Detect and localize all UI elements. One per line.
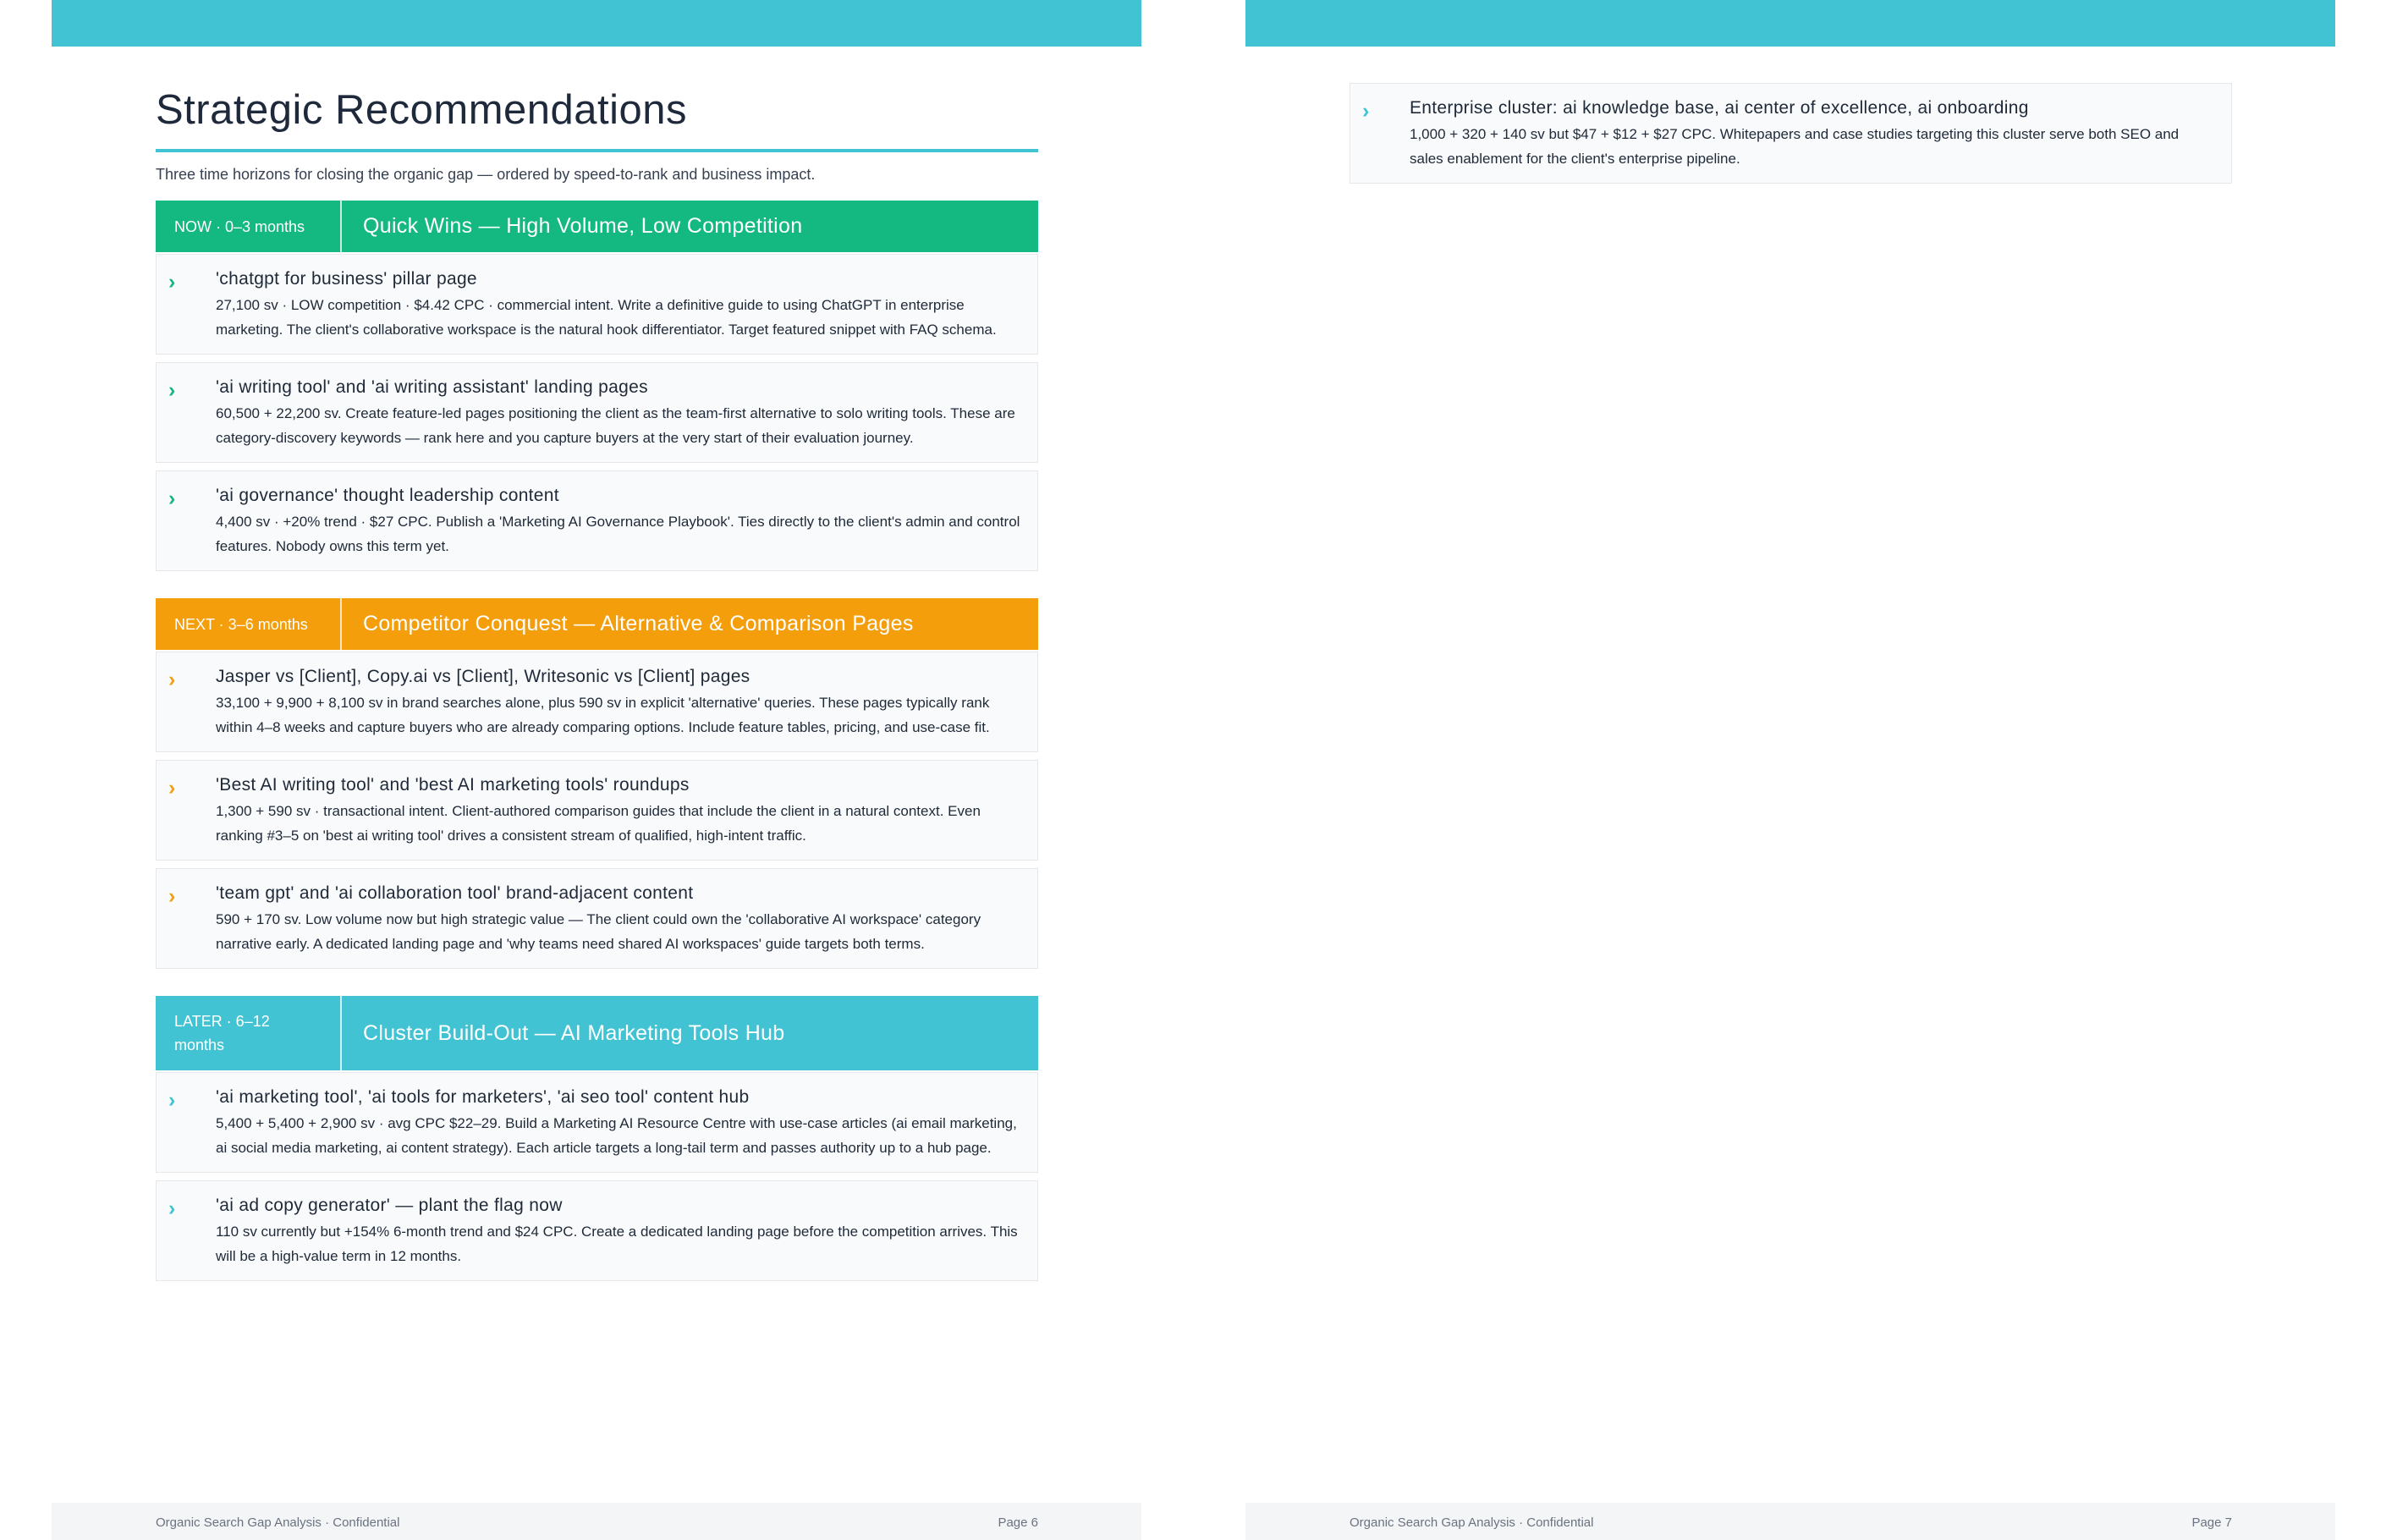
recommendation-card — [1350, 83, 2232, 184]
chevron-right-icon: › — [168, 1196, 176, 1220]
section-heading: Cluster Build-Out — AI Marketing Tools Hub — [363, 1020, 785, 1045]
page-header-band — [52, 0, 1141, 47]
chevron-right-icon: › — [168, 1088, 176, 1112]
page-intro: Three time horizons for closing the organic gap — ordered by speed-to-rank and business impact. — [156, 166, 816, 183]
section-header — [156, 598, 1038, 650]
recommendation-card — [156, 254, 1038, 355]
page-footer — [52, 1503, 1141, 1540]
footer-document-label: Organic Search Gap Analysis · Confidential — [1350, 1515, 1594, 1530]
section-header — [156, 996, 1038, 1070]
section-header — [156, 201, 1038, 252]
page-header-band — [1245, 0, 2335, 47]
section-later — [156, 996, 1038, 1281]
recommendation-card — [156, 1072, 1038, 1173]
card-title: Enterprise cluster: ai knowledge base, ai center of excellence, ai onboarding — [1410, 98, 2029, 118]
card-title: 'team gpt' and 'ai collaboration tool' brand-adjacent content — [216, 883, 694, 903]
recommendation-card — [156, 362, 1038, 463]
card-body: 4,400 sv · +20% trend · $27 CPC. Publish a 'Marketing AI Governance Playbook'. Ties directly to the client's admin and control features. Nobody owns this term yet. — [216, 514, 1020, 554]
card-title: 'ai governance' thought leadership content — [216, 486, 559, 505]
footer-page-number: Page 7 — [2191, 1515, 2232, 1530]
section-tag: NEXT · 3–6 months — [156, 598, 342, 650]
card-title: 'ai writing tool' and 'ai writing assistant' landing pages — [216, 377, 648, 397]
card-title: Jasper vs [Client], Copy.ai vs [Client], Writesonic vs [Client] pages — [216, 667, 750, 686]
recommendation-card — [156, 652, 1038, 752]
recommendation-card — [156, 470, 1038, 571]
section-now — [156, 201, 1038, 571]
card-body: 33,100 + 9,900 + 8,100 sv in brand searches alone, plus 590 sv in explicit 'alternative' queries. These pages typically rank within 4–8 weeks and capture buyers who are already comparing options. Include feature tables, pricing, and use-case fit. — [216, 695, 990, 735]
page-title: Strategic Recommendations — [156, 83, 1038, 152]
recommendation-card — [156, 868, 1038, 969]
footer-page-number: Page 6 — [998, 1515, 1038, 1530]
page-content — [1350, 83, 2232, 184]
chevron-right-icon: › — [168, 668, 176, 691]
card-title: 'ai marketing tool', 'ai tools for marketers', 'ai seo tool' content hub — [216, 1087, 750, 1107]
page-content — [156, 83, 1038, 1281]
section-tag: NOW · 0–3 months — [156, 201, 342, 252]
card-body: 110 sv currently but +154% 6-month trend and $24 CPC. Create a dedicated landing page before the competition arrives. This will be a high-value term in 12 months. — [216, 1224, 1018, 1264]
chevron-right-icon: › — [168, 378, 176, 402]
chevron-right-icon: › — [168, 884, 176, 908]
card-body: 5,400 + 5,400 + 2,900 sv · avg CPC $22–29. Build a Marketing AI Resource Centre with use-case articles (ai email marketing, ai social media marketing, ai content strategy). Each article targets a long-tail term and passes authority up to a hub page. — [216, 1115, 1017, 1156]
page-7 — [1245, 0, 2335, 1540]
section-heading: Competitor Conquest — Alternative & Comparison Pages — [363, 612, 914, 635]
card-body: 27,100 sv · LOW competition · $4.42 CPC · commercial intent. Write a definitive guide to using ChatGPT in enterprise marketing. The client's collaborative workspace is the natural hook differentiator. Target featured snippet with FAQ schema. — [216, 297, 997, 338]
recommendation-card — [156, 1180, 1038, 1281]
card-title: 'chatgpt for business' pillar page — [216, 269, 477, 289]
chevron-right-icon: › — [168, 270, 176, 294]
section-heading: Quick Wins — High Volume, Low Competition — [363, 214, 803, 238]
recommendation-card — [156, 760, 1038, 861]
card-body: 1,000 + 320 + 140 sv but $47 + $12 + $27 CPC. Whitepapers and case studies targeting this cluster serve both SEO and sales enablement for the client's enterprise pipeline. — [1410, 126, 2180, 167]
section-next — [156, 598, 1038, 969]
chevron-right-icon: › — [168, 487, 176, 510]
card-body: 590 + 170 sv. Low volume now but high strategic value — The client could own the 'collaborative AI workspace' category narrative early. A dedicated landing page and 'why teams need shared AI workspaces' guide targets both terms. — [216, 911, 981, 952]
section-tag: LATER · 6–12 months — [156, 996, 342, 1070]
page-footer — [1245, 1503, 2335, 1540]
chevron-right-icon: › — [1362, 99, 1370, 123]
page-6 — [52, 0, 1141, 1540]
card-title: 'Best AI writing tool' and 'best AI marketing tools' roundups — [216, 775, 690, 795]
footer-document-label: Organic Search Gap Analysis · Confidential — [156, 1515, 400, 1530]
card-body: 60,500 + 22,200 sv. Create feature-led pages positioning the client as the team-first alternative to solo writing tools. These are category-discovery keywords — rank here and you capture buyers at the very start of their evaluation journey. — [216, 405, 1015, 446]
card-title: 'ai ad copy generator' — plant the flag now — [216, 1196, 563, 1215]
card-body: 1,300 + 590 sv · transactional intent. Client-authored comparison guides that include the client in a natural context. Even ranking #3–5 on 'best ai writing tool' drives a consistent stream of qualified, high-intent traffic. — [216, 803, 981, 844]
chevron-right-icon: › — [168, 776, 176, 800]
